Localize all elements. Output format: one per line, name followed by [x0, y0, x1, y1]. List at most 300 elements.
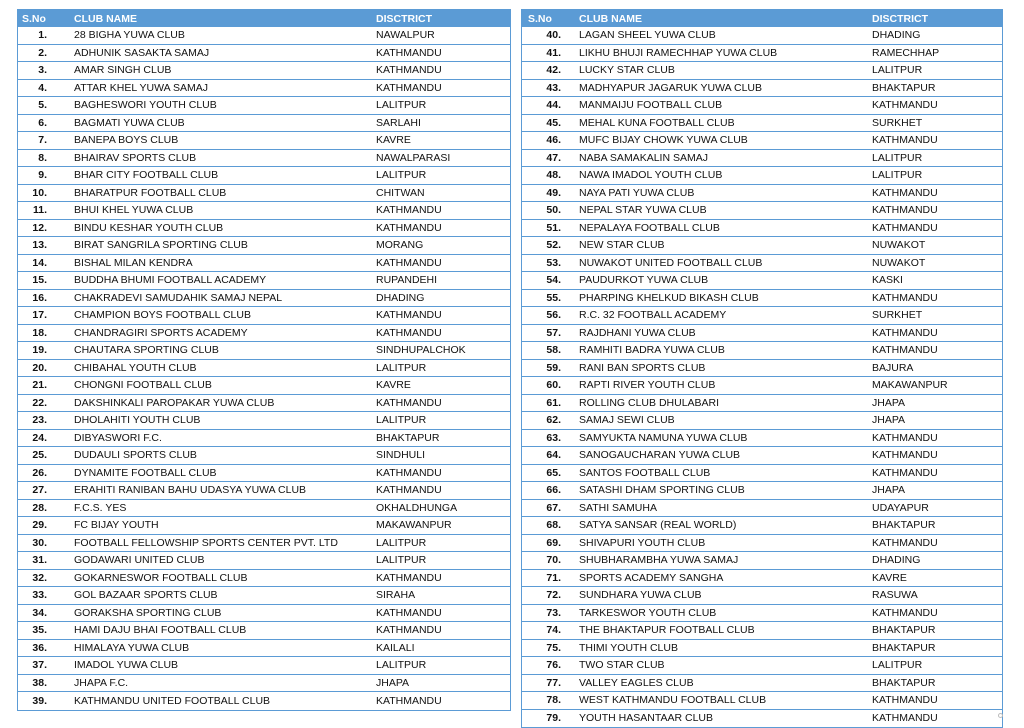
table-row	[18, 342, 510, 360]
club-name-cell: NEPAL STAR YUWA CLUB	[579, 204, 707, 217]
club-name-cell: SATYA SANSAR (REAL WORLD)	[579, 519, 737, 532]
row-number: 21.	[32, 379, 47, 392]
row-number: 60.	[546, 379, 561, 392]
table-row	[18, 255, 510, 273]
club-name-cell: FC BIJAY YOUTH	[74, 519, 159, 532]
district-cell: KATHMANDU	[376, 46, 442, 59]
district-cell: KATHMANDU	[376, 624, 442, 637]
district-cell: LALITPUR	[376, 361, 427, 374]
row-number: 73.	[546, 606, 561, 619]
table-row	[522, 202, 1002, 220]
row-number: 49.	[546, 186, 561, 199]
table-row	[522, 395, 1002, 413]
club-name-cell: CHAKRADEVI SAMUDAHIK SAMAJ NEPAL	[74, 291, 283, 304]
club-name-cell: TARKESWOR YOUTH CLUB	[579, 606, 717, 619]
row-number: 15.	[32, 274, 47, 287]
district-cell: KATHMANDU	[872, 204, 938, 217]
club-name-cell: DUDAULI SPORTS CLUB	[74, 449, 197, 462]
club-name-cell: MUFC BIJAY CHOWK YUWA CLUB	[579, 134, 748, 147]
district-cell: KAILALI	[376, 641, 415, 654]
district-cell: JHAPA	[376, 676, 410, 689]
club-name-cell: BAGHESWORI YOUTH CLUB	[74, 99, 217, 112]
row-number: 16.	[32, 291, 47, 304]
club-name-cell: THIMI YOUTH CLUB	[579, 641, 678, 654]
district-cell: UDAYAPUR	[872, 501, 929, 514]
row-number: 20.	[32, 361, 47, 374]
district-cell: KATHMANDU	[376, 571, 442, 584]
table-row	[522, 605, 1002, 623]
club-name-cell: PAUDURKOT YUWA CLUB	[579, 274, 709, 287]
table-row	[522, 255, 1002, 273]
table-row	[18, 97, 510, 115]
club-name-cell: CHAUTARA SPORTING CLUB	[74, 344, 219, 357]
district-cell: KATHMANDU	[376, 606, 442, 619]
table-row	[522, 552, 1002, 570]
row-number: 69.	[546, 536, 561, 549]
club-name-cell: 28 BIGHA YUWA CLUB	[74, 29, 185, 42]
table-row	[522, 307, 1002, 325]
table-row	[18, 692, 510, 710]
row-number: 7.	[38, 134, 47, 147]
district-cell: KATHMANDU	[872, 431, 938, 444]
district-cell: LALITPUR	[872, 151, 923, 164]
club-name-cell: ROLLING CLUB DHULABARI	[579, 396, 720, 409]
club-name-cell: HIMALAYA YUWA CLUB	[74, 641, 190, 654]
table-row	[522, 62, 1002, 80]
district-cell: LALITPUR	[376, 554, 427, 567]
row-number: 61.	[546, 396, 561, 409]
row-number: 52.	[546, 239, 561, 252]
table-row	[18, 517, 510, 535]
club-name-cell: DHOLAHITI YOUTH CLUB	[74, 414, 201, 427]
row-number: 27.	[32, 484, 47, 497]
table-row	[522, 132, 1002, 150]
table-row	[18, 640, 510, 658]
club-name-cell: GODAWARI UNITED CLUB	[74, 554, 205, 567]
row-number: 12.	[32, 221, 47, 234]
table-row	[522, 237, 1002, 255]
district-cell: LALITPUR	[872, 64, 923, 77]
club-name-cell: NEPALAYA FOOTBALL CLUB	[579, 221, 720, 234]
club-name-cell: SPORTS ACADEMY SANGHA	[579, 571, 724, 584]
district-cell: NAWALPARASI	[376, 151, 451, 164]
district-cell: KATHMANDU	[872, 326, 938, 339]
club-name-cell: BHARATPUR FOOTBALL CLUB	[74, 186, 227, 199]
row-number: 72.	[546, 589, 561, 602]
club-name-cell: RAMHITI BADRA YUWA CLUB	[579, 344, 725, 357]
club-name-cell: GOL BAZAAR SPORTS CLUB	[74, 589, 218, 602]
table-row	[522, 27, 1002, 45]
club-name-cell: ADHUNIK SASAKTA SAMAJ	[74, 46, 210, 59]
table-row	[18, 570, 510, 588]
club-name-cell: NAYA PATI YUWA CLUB	[579, 186, 695, 199]
row-number: 54.	[546, 274, 561, 287]
district-cell: MORANG	[376, 239, 424, 252]
district-cell: KAVRE	[872, 571, 907, 584]
table-row	[18, 237, 510, 255]
club-name-cell: LUCKY STAR CLUB	[579, 64, 675, 77]
district-cell: SURKHET	[872, 116, 923, 129]
row-number: 23.	[32, 414, 47, 427]
club-name-cell: BIRAT SANGRILA SPORTING CLUB	[74, 239, 248, 252]
table-row	[18, 395, 510, 413]
table-row	[18, 167, 510, 185]
row-number: 64.	[546, 449, 561, 462]
row-number: 70.	[546, 554, 561, 567]
district-cell: RAMECHHAP	[872, 46, 940, 59]
page-resize-handle	[998, 713, 1003, 718]
club-name-cell: BHAR CITY FOOTBALL CLUB	[74, 169, 219, 182]
row-number: 28.	[32, 501, 47, 514]
club-name-cell: CHAMPION BOYS FOOTBALL CLUB	[74, 309, 251, 322]
table-row	[522, 272, 1002, 290]
row-number: 3.	[38, 64, 47, 77]
table-row	[522, 342, 1002, 360]
district-cell: BHAKTAPUR	[872, 641, 936, 654]
row-number: 37.	[32, 659, 47, 672]
table-row	[18, 605, 510, 623]
table-row	[18, 202, 510, 220]
row-number: 67.	[546, 501, 561, 514]
row-number: 74.	[546, 624, 561, 637]
row-number: 48.	[546, 169, 561, 182]
row-number: 2.	[38, 46, 47, 59]
club-name-cell: ERAHITI RANIBAN BAHU UDASYA YUWA CLUB	[74, 484, 307, 497]
club-name-cell: JHAPA F.C.	[74, 676, 129, 689]
district-cell: BHAKTAPUR	[872, 519, 936, 532]
district-cell: DHADING	[872, 29, 921, 42]
club-name-cell: IMADOL YUWA CLUB	[74, 659, 179, 672]
club-name-cell: MADHYAPUR JAGARUK YUWA CLUB	[579, 81, 763, 94]
district-cell: CHITWAN	[376, 186, 425, 199]
row-number: 5.	[38, 99, 47, 112]
district-cell: LALITPUR	[376, 414, 427, 427]
club-name-cell: SAMYUKTA NAMUNA YUWA CLUB	[579, 431, 748, 444]
club-name-cell: BISHAL MILAN KENDRA	[74, 256, 193, 269]
row-number: 76.	[546, 659, 561, 672]
row-number: 32.	[32, 571, 47, 584]
club-name-cell: DIBYASWORI F.C.	[74, 431, 162, 444]
club-name-cell: BUDDHA BHUMI FOOTBALL ACADEMY	[74, 274, 267, 287]
district-cell: KATHMANDU	[376, 694, 442, 707]
table-row	[18, 587, 510, 605]
district-cell: BHAKTAPUR	[872, 676, 936, 689]
district-cell: KAVRE	[376, 379, 411, 392]
club-name-cell: BANEPA BOYS CLUB	[74, 134, 179, 147]
club-name-cell: CHANDRAGIRI SPORTS ACADEMY	[74, 326, 248, 339]
header-club-name: CLUB NAME	[74, 12, 137, 25]
table-row	[522, 517, 1002, 535]
club-name-cell: KATHMANDU UNITED FOOTBALL CLUB	[74, 694, 271, 707]
row-number: 26.	[32, 466, 47, 479]
club-name-cell: SHUBHARAMBHA YUWA SAMAJ	[579, 554, 739, 567]
table-row	[522, 500, 1002, 518]
row-number: 50.	[546, 204, 561, 217]
table-row	[18, 377, 510, 395]
table-row	[18, 447, 510, 465]
row-number: 25.	[32, 449, 47, 462]
district-cell: KATHMANDU	[872, 221, 938, 234]
district-cell: BAJURA	[872, 361, 914, 374]
table-row	[522, 412, 1002, 430]
table-header	[18, 10, 510, 27]
district-cell: KATHMANDU	[376, 309, 442, 322]
row-number: 44.	[546, 99, 561, 112]
row-number: 31.	[32, 554, 47, 567]
table-row	[522, 360, 1002, 378]
club-name-cell: F.C.S. YES	[74, 501, 127, 514]
district-cell: KATHMANDU	[376, 466, 442, 479]
row-number: 68.	[546, 519, 561, 532]
district-cell: NUWAKOT	[872, 256, 926, 269]
header-sno: S.No	[22, 12, 46, 25]
district-cell: SINDHULI	[376, 449, 426, 462]
table-row	[18, 132, 510, 150]
district-cell: MAKAWANPUR	[376, 519, 452, 532]
table-row	[522, 80, 1002, 98]
row-number: 4.	[38, 81, 47, 94]
table-row	[18, 500, 510, 518]
district-cell: KAVRE	[376, 134, 411, 147]
table-row	[18, 482, 510, 500]
table-body	[18, 27, 510, 710]
district-cell: KATHMANDU	[376, 484, 442, 497]
row-number: 71.	[546, 571, 561, 584]
row-number: 29.	[32, 519, 47, 532]
district-cell: BHAKTAPUR	[872, 624, 936, 637]
club-name-cell: MANMAIJU FOOTBALL CLUB	[579, 99, 723, 112]
club-name-cell: LIKHU BHUJI RAMECHHAP YUWA CLUB	[579, 46, 778, 59]
table-header	[522, 10, 1002, 27]
row-number: 41.	[546, 46, 561, 59]
row-number: 79.	[546, 712, 561, 725]
table-row	[18, 80, 510, 98]
row-number: 13.	[32, 239, 47, 252]
table-row	[522, 97, 1002, 115]
row-number: 1.	[38, 29, 47, 42]
club-name-cell: NEW STAR CLUB	[579, 239, 665, 252]
row-number: 6.	[38, 116, 47, 129]
district-cell: KATHMANDU	[872, 134, 938, 147]
district-cell: KATHMANDU	[376, 396, 442, 409]
district-cell: LALITPUR	[872, 659, 923, 672]
table-row	[522, 535, 1002, 553]
table-row	[18, 622, 510, 640]
club-name-cell: DAKSHINKALI PAROPAKAR YUWA CLUB	[74, 396, 275, 409]
table-row	[522, 587, 1002, 605]
row-number: 30.	[32, 536, 47, 549]
table-body	[522, 27, 1002, 727]
table-row	[18, 272, 510, 290]
district-cell: DHADING	[872, 554, 921, 567]
district-cell: SARLAHI	[376, 116, 421, 129]
table-row	[522, 622, 1002, 640]
district-cell: KASKI	[872, 274, 903, 287]
district-cell: KATHMANDU	[872, 186, 938, 199]
district-cell: SURKHET	[872, 309, 923, 322]
club-name-cell: VALLEY EAGLES CLUB	[579, 676, 694, 689]
table-row	[18, 675, 510, 693]
club-name-cell: R.C. 32 FOOTBALL ACADEMY	[579, 309, 727, 322]
row-number: 36.	[32, 641, 47, 654]
table-row	[18, 150, 510, 168]
table-row	[18, 325, 510, 343]
row-number: 17.	[32, 309, 47, 322]
table-row	[18, 307, 510, 325]
district-cell: RASUWA	[872, 589, 918, 602]
row-number: 40.	[546, 29, 561, 42]
row-number: 22.	[32, 396, 47, 409]
district-cell: BHAKTAPUR	[376, 431, 440, 444]
club-name-cell: RAJDHANI YUWA CLUB	[579, 326, 696, 339]
club-name-cell: YOUTH HASANTAAR CLUB	[579, 712, 713, 725]
district-cell: KATHMANDU	[872, 712, 938, 725]
district-cell: KATHMANDU	[872, 606, 938, 619]
table-row	[18, 45, 510, 63]
district-cell: LALITPUR	[376, 169, 427, 182]
district-cell: KATHMANDU	[376, 204, 442, 217]
table-row	[18, 465, 510, 483]
district-cell: MAKAWANPUR	[872, 379, 948, 392]
district-cell: NUWAKOT	[872, 239, 926, 252]
table-row	[18, 430, 510, 448]
row-number: 55.	[546, 291, 561, 304]
club-name-cell: CHONGNI FOOTBALL CLUB	[74, 379, 212, 392]
row-number: 45.	[546, 116, 561, 129]
row-number: 66.	[546, 484, 561, 497]
club-name-cell: CHIBAHAL YOUTH CLUB	[74, 361, 197, 374]
row-number: 77.	[546, 676, 561, 689]
club-name-cell: HAMI DAJU BHAI FOOTBALL CLUB	[74, 624, 247, 637]
club-name-cell: BHAIRAV SPORTS CLUB	[74, 151, 197, 164]
row-number: 33.	[32, 589, 47, 602]
table-row	[522, 447, 1002, 465]
row-number: 42.	[546, 64, 561, 77]
row-number: 43.	[546, 81, 561, 94]
row-number: 19.	[32, 344, 47, 357]
club-name-cell: ATTAR KHEL YUWA SAMAJ	[74, 81, 208, 94]
club-name-cell: FOOTBALL FELLOWSHIP SPORTS CENTER PVT. LTD	[74, 536, 338, 549]
club-name-cell: AMAR SINGH CLUB	[74, 64, 172, 77]
row-number: 11.	[32, 204, 47, 217]
row-number: 24.	[32, 431, 47, 444]
district-cell: DHADING	[376, 291, 425, 304]
district-cell: LALITPUR	[376, 659, 427, 672]
header-club-name: CLUB NAME	[579, 12, 642, 25]
header-district: DISCTRICT	[872, 12, 928, 25]
club-name-cell: SANOGAUCHARAN YUWA CLUB	[579, 449, 741, 462]
table-row	[522, 185, 1002, 203]
header-district: DISCTRICT	[376, 12, 432, 25]
club-name-cell: SATHI SAMUHA	[579, 501, 657, 514]
row-number: 35.	[32, 624, 47, 637]
row-number: 47.	[546, 151, 561, 164]
table-row	[522, 430, 1002, 448]
district-cell: KATHMANDU	[872, 344, 938, 357]
table-row	[522, 45, 1002, 63]
table-row	[522, 570, 1002, 588]
table-row	[18, 290, 510, 308]
club-name-cell: DYNAMITE FOOTBALL CLUB	[74, 466, 217, 479]
district-cell: KATHMANDU	[376, 256, 442, 269]
table-row	[522, 482, 1002, 500]
row-number: 57.	[546, 326, 561, 339]
table-row	[18, 657, 510, 675]
row-number: 51.	[546, 221, 561, 234]
table-row	[18, 412, 510, 430]
club-table-right	[521, 9, 1003, 728]
row-number: 46.	[546, 134, 561, 147]
row-number: 14.	[32, 256, 47, 269]
row-number: 10.	[32, 186, 47, 199]
row-number: 34.	[32, 606, 47, 619]
district-cell: JHAPA	[872, 414, 906, 427]
district-cell: SIRAHA	[376, 589, 416, 602]
district-cell: KATHMANDU	[376, 326, 442, 339]
row-number: 53.	[546, 256, 561, 269]
district-cell: JHAPA	[872, 396, 906, 409]
club-name-cell: NAWA IMADOL YOUTH CLUB	[579, 169, 723, 182]
club-name-cell: SUNDHARA YUWA CLUB	[579, 589, 702, 602]
table-row	[522, 325, 1002, 343]
club-name-cell: MEHAL KUNA FOOTBALL CLUB	[579, 116, 735, 129]
table-row	[18, 220, 510, 238]
district-cell: KATHMANDU	[872, 99, 938, 112]
district-cell: KATHMANDU	[872, 449, 938, 462]
row-number: 8.	[38, 151, 47, 164]
district-cell: KATHMANDU	[872, 536, 938, 549]
row-number: 63.	[546, 431, 561, 444]
club-name-cell: WEST KATHMANDU FOOTBALL CLUB	[579, 694, 767, 707]
table-row	[18, 115, 510, 133]
row-number: 56.	[546, 309, 561, 322]
club-name-cell: RANI BAN SPORTS CLUB	[579, 361, 706, 374]
row-number: 58.	[546, 344, 561, 357]
district-cell: KATHMANDU	[872, 694, 938, 707]
district-cell: NAWALPUR	[376, 29, 435, 42]
club-name-cell: GOKARNESWOR FOOTBALL CLUB	[74, 571, 248, 584]
district-cell: KATHMANDU	[376, 221, 442, 234]
district-cell: SINDHUPALCHOK	[376, 344, 466, 357]
table-row	[522, 115, 1002, 133]
row-number: 18.	[32, 326, 47, 339]
table-row	[522, 675, 1002, 693]
table-row	[18, 27, 510, 45]
club-name-cell: NUWAKOT UNITED FOOTBALL CLUB	[579, 256, 763, 269]
row-number: 59.	[546, 361, 561, 374]
club-name-cell: TWO STAR CLUB	[579, 659, 665, 672]
table-row	[18, 185, 510, 203]
district-cell: LALITPUR	[376, 536, 427, 549]
table-row	[522, 220, 1002, 238]
header-sno: S.No	[528, 12, 552, 25]
table-row	[18, 360, 510, 378]
club-name-cell: RAPTI RIVER YOUTH CLUB	[579, 379, 716, 392]
table-row	[522, 377, 1002, 395]
table-row	[18, 535, 510, 553]
table-row	[18, 62, 510, 80]
district-cell: BHAKTAPUR	[872, 81, 936, 94]
club-name-cell: THE BHAKTAPUR FOOTBALL CLUB	[579, 624, 755, 637]
table-row	[522, 692, 1002, 710]
club-name-cell: BHUI KHEL YUWA CLUB	[74, 204, 194, 217]
row-number: 62.	[546, 414, 561, 427]
district-cell: RUPANDEHI	[376, 274, 438, 287]
club-name-cell: SATASHI DHAM SPORTING CLUB	[579, 484, 745, 497]
row-number: 78.	[546, 694, 561, 707]
club-name-cell: LAGAN SHEEL YUWA CLUB	[579, 29, 716, 42]
district-cell: OKHALDHUNGA	[376, 501, 458, 514]
